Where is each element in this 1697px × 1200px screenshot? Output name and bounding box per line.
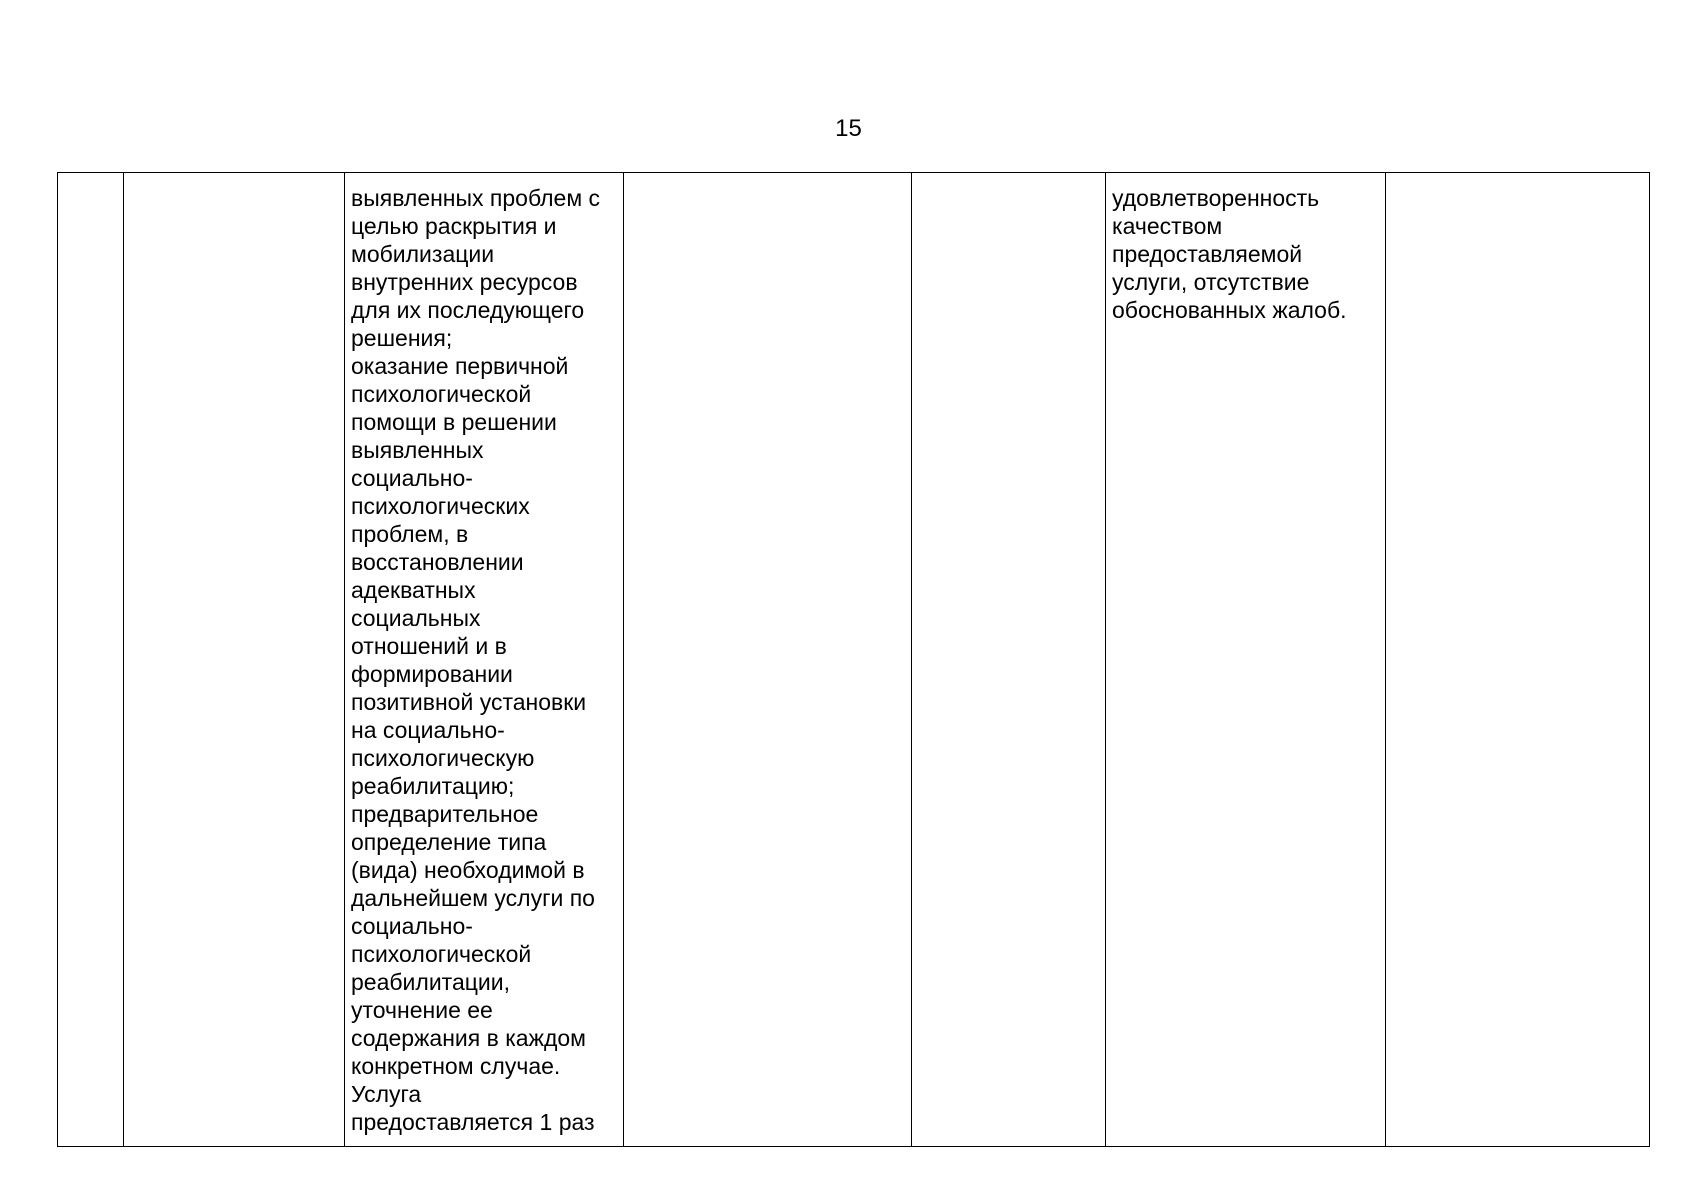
cell-column-4 [624,173,912,1147]
cell-column-5 [912,173,1106,1147]
cell-number [58,173,124,1147]
cell-column-7 [1386,173,1650,1147]
page-number: 15 [835,115,862,142]
services-table [57,172,1650,1147]
cell-service-description: выявленных проблем с целью раскрытия и мобилизации внутренних ресурсов для их последующего решения; оказание первичной психологической помощи в решении выявленных социально- психологических проблем, в восстановлении адекватных социальных отношений и в формировании позитивной установки на социально- психологическую реабилитацию; предварительное определение типа (вида) необходимой в дальнейшем услуги по социально- психологической реабилитации, уточнение ее содержания в каждом конкретном случае. Услуга предоставляется 1 раз [345,173,624,1147]
table-row [58,173,1650,1147]
cell-quality-indicators: удовлетворенность качеством предоставляемой услуги, отсутствие обоснованных жалоб. [1106,173,1386,1147]
cell-service-name [124,173,345,1147]
